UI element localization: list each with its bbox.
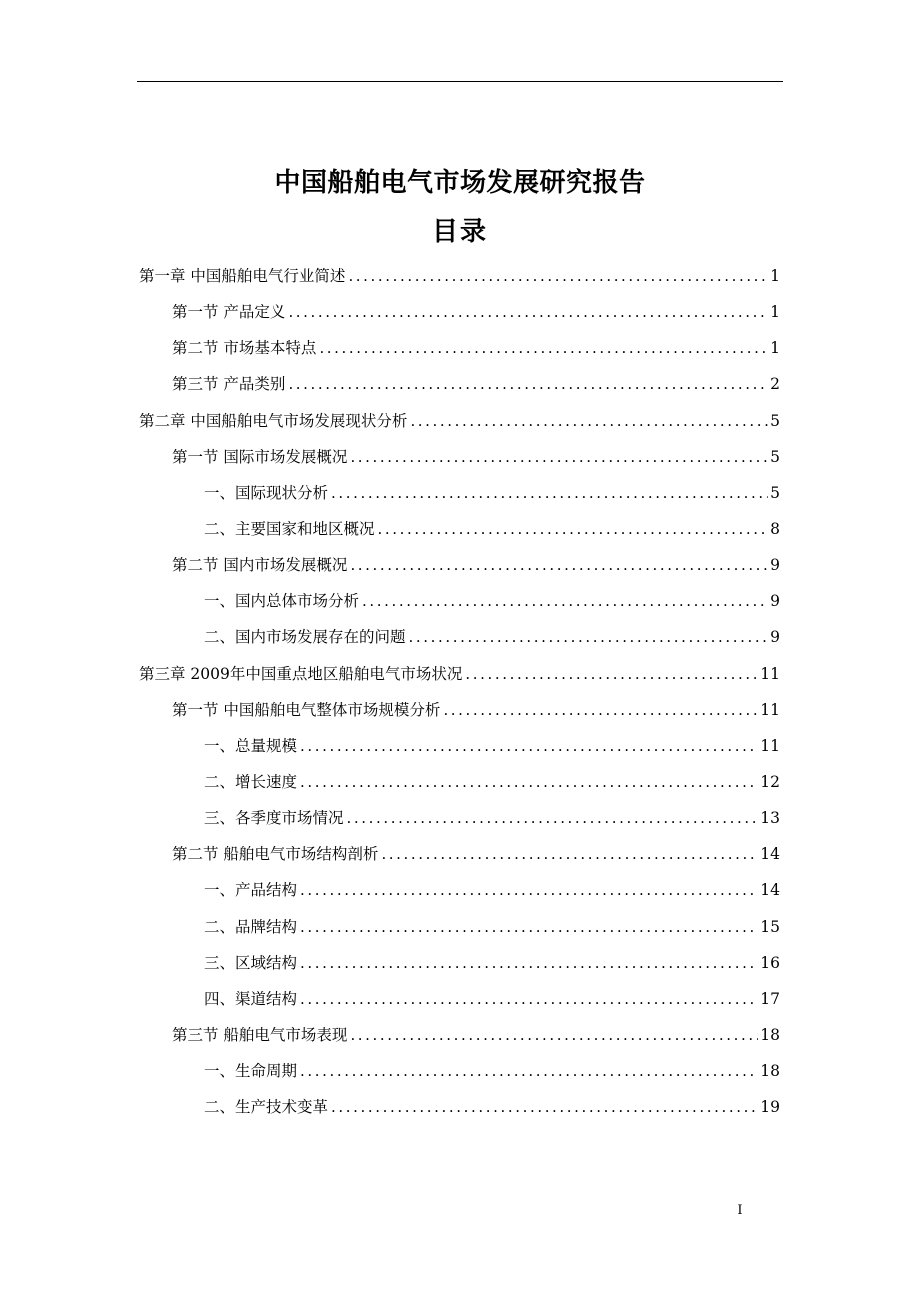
toc-entry-label: 一、生命周期 <box>204 1062 298 1081</box>
toc-entry-page: 13 <box>760 809 780 828</box>
toc-entry-label: 二、品牌结构 <box>204 917 298 936</box>
toc-entry-label: 一、国内总体市场分析 <box>204 592 360 611</box>
toc-entry-label: 一、总量规模 <box>204 736 298 755</box>
toc-entry-label: 第一节 产品定义 <box>172 303 286 322</box>
document-title: 中国船舶电气市场发展研究报告 <box>274 168 646 198</box>
toc-entry-page: 8 <box>770 519 780 538</box>
toc-entry[interactable] <box>139 877 780 913</box>
toc-dot-leader <box>300 950 758 976</box>
toc-entry-page: 9 <box>770 556 780 575</box>
toc-entry[interactable] <box>139 697 780 733</box>
toc-entry-label: 第二节 船舶电气市场结构剖析 <box>172 845 379 864</box>
toc-dot-leader <box>300 914 758 940</box>
toc-dot-leader <box>348 263 768 289</box>
toc-entry[interactable] <box>139 1058 780 1094</box>
toc-entry-label: 三、各季度市场情况 <box>204 809 344 828</box>
toc-entry-page: 14 <box>760 881 780 900</box>
toc-entry-label: 二、增长速度 <box>204 772 298 791</box>
toc-entry-label: 一、国际现状分析 <box>204 483 329 502</box>
toc-entry[interactable] <box>139 1022 780 1058</box>
toc-entry-page: 5 <box>770 411 780 430</box>
toc-entry-label: 二、国内市场发展存在的问题 <box>204 628 406 647</box>
toc-entry-page: 9 <box>770 628 780 647</box>
toc-entry[interactable] <box>139 950 780 986</box>
toc-dot-leader <box>350 1022 758 1048</box>
toc-dot-leader <box>350 444 768 470</box>
toc-entry-page: 11 <box>760 700 780 719</box>
toc-dot-leader <box>319 335 768 361</box>
toc-entry[interactable] <box>139 914 780 950</box>
toc-dot-leader <box>362 588 768 614</box>
toc-entry-page: 18 <box>760 1025 780 1044</box>
toc-dot-leader <box>300 733 758 759</box>
toc-dot-leader <box>347 805 759 831</box>
toc-entry-label: 第三章 2009年中国重点地区船舶电气市场状况 <box>139 664 463 683</box>
toc-entry-page: 1 <box>770 339 780 358</box>
toc-entry[interactable] <box>139 1094 780 1130</box>
toc-entry[interactable] <box>139 805 780 841</box>
toc-entry[interactable] <box>139 624 780 660</box>
toc-entry-page: 5 <box>770 483 780 502</box>
toc-entry[interactable] <box>139 588 780 624</box>
toc-dot-leader <box>331 1094 758 1120</box>
toc-dot-leader <box>381 841 758 867</box>
toc-entry-page: 18 <box>760 1062 780 1081</box>
toc-entry-label: 第一节 中国船舶电气整体市场规模分析 <box>172 700 441 719</box>
toc-dot-leader <box>331 480 768 506</box>
toc-entry-page: 12 <box>760 772 780 791</box>
toc-entry[interactable] <box>139 552 780 588</box>
toc-dot-leader <box>288 299 768 325</box>
toc-entry-page: 14 <box>760 845 780 864</box>
toc-dot-leader <box>300 769 758 795</box>
toc-entry[interactable] <box>139 263 780 299</box>
toc-entry-page: 1 <box>770 267 780 285</box>
toc-entry[interactable] <box>139 408 780 444</box>
toc-entry[interactable] <box>139 480 780 516</box>
header-rule <box>137 81 783 82</box>
toc-entry-page: 15 <box>760 917 780 936</box>
toc-dot-leader <box>410 408 768 434</box>
toc-entry-label: 第二章 中国船舶电气市场发展现状分析 <box>139 411 408 430</box>
toc-entry[interactable] <box>139 733 780 769</box>
toc-entry[interactable] <box>139 986 780 1022</box>
toc-entry[interactable] <box>139 516 780 552</box>
toc-dot-leader <box>300 986 758 1012</box>
toc-entry-page: 11 <box>760 736 780 755</box>
toc-entry-label: 二、主要国家和地区概况 <box>204 519 375 538</box>
toc-dot-leader <box>300 877 758 903</box>
toc-entry-label: 二、生产技术变革 <box>204 1098 329 1117</box>
toc-entry-label: 第三节 产品类别 <box>172 375 286 394</box>
toc-entry-page: 11 <box>760 664 780 683</box>
toc-entry-page: 9 <box>770 592 780 611</box>
toc-entry-page: 16 <box>760 953 780 972</box>
toc-dot-leader <box>300 1058 758 1084</box>
toc-entry-label: 三、区域结构 <box>204 953 298 972</box>
toc-entry-page: 5 <box>770 447 780 466</box>
toc-entry-page: 1 <box>770 303 780 322</box>
toc-entry-label: 一、产品结构 <box>204 881 298 900</box>
page-number: I <box>737 1203 743 1218</box>
toc-entry[interactable] <box>139 841 780 877</box>
table-of-contents <box>139 263 780 1130</box>
toc-dot-leader <box>465 661 758 687</box>
toc-entry-label: 第三节 船舶电气市场表现 <box>172 1025 348 1044</box>
toc-dot-leader <box>288 371 768 397</box>
toc-entry-label: 第一章 中国船舶电气行业简述 <box>139 267 346 285</box>
toc-entry-label: 第一节 国际市场发展概况 <box>172 447 348 466</box>
toc-dot-leader <box>443 697 758 723</box>
toc-entry[interactable] <box>139 299 780 335</box>
toc-entry-page: 17 <box>760 989 780 1008</box>
toc-entry[interactable] <box>139 769 780 805</box>
toc-entry-label: 第二节 市场基本特点 <box>172 339 317 358</box>
toc-dot-leader <box>378 516 769 542</box>
toc-entry[interactable] <box>139 444 780 480</box>
toc-heading: 目录 <box>431 217 488 247</box>
toc-dot-leader <box>409 624 769 650</box>
toc-entry-page: 2 <box>770 375 780 394</box>
toc-dot-leader <box>350 552 768 578</box>
toc-entry[interactable] <box>139 371 780 407</box>
toc-entry-page: 19 <box>760 1098 780 1117</box>
toc-entry-label: 四、渠道结构 <box>204 989 298 1008</box>
toc-entry[interactable] <box>139 335 780 371</box>
toc-entry[interactable] <box>139 661 780 697</box>
toc-entry-label: 第二节 国内市场发展概况 <box>172 556 348 575</box>
